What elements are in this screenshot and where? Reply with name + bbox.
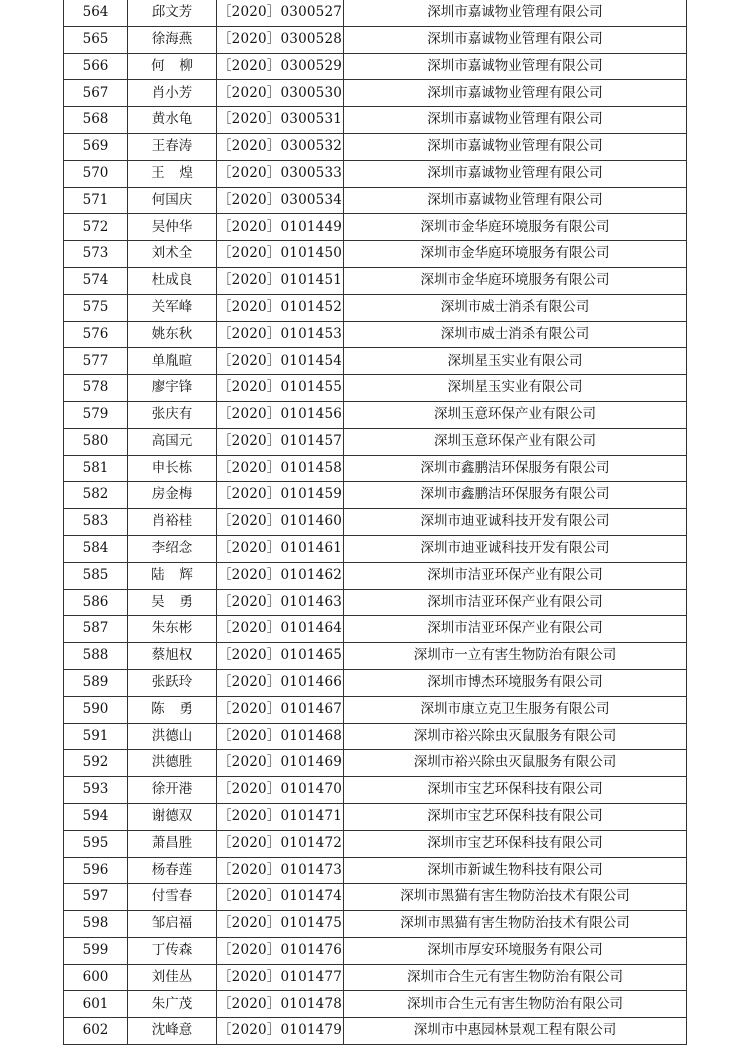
certificate-number-cell: ［2020］0101477 [217,964,344,991]
table-row [64,643,687,670]
person-name-cell: 徐海燕 [128,26,217,53]
certificate-number-cell: ［2020］0300528 [217,26,344,53]
person-name-cell: 洪德胜 [128,750,217,777]
row-number-cell: 582 [64,482,128,509]
organization-cell: 深圳星玉实业有限公司 [344,375,687,402]
certificate-number-cell: ［2020］0101459 [217,482,344,509]
person-name-cell: 付雪春 [128,884,217,911]
certificate-number-cell: ［2020］0101460 [217,509,344,536]
organization-cell: 深圳市一立有害生物防治有限公司 [344,643,687,670]
person-name-cell: 肖小芳 [128,80,217,107]
row-number-cell: 585 [64,562,128,589]
organization-cell: 深圳市黑猫有害生物防治技术有限公司 [344,911,687,938]
person-name-cell: 李绍念 [128,535,217,562]
row-number-cell: 583 [64,509,128,536]
certificate-number-cell: ［2020］0101473 [217,857,344,884]
certificate-number-cell: ［2020］0101451 [217,267,344,294]
table-row [64,750,687,777]
certificate-number-cell: ［2020］0101475 [217,911,344,938]
organization-cell: 深圳市合生元有害生物防治有限公司 [344,964,687,991]
table-row [64,455,687,482]
organization-cell: 深圳玉意环保产业有限公司 [344,428,687,455]
row-number-cell: 580 [64,428,128,455]
person-name-cell: 陈勇 [128,696,217,723]
certificate-number-cell: ［2020］0101470 [217,777,344,804]
certificate-number-cell: ［2020］0300533 [217,160,344,187]
row-number-cell: 568 [64,107,128,134]
table-row [64,133,687,160]
table-row [64,80,687,107]
person-name-cell: 廖宇锋 [128,375,217,402]
person-name-cell: 萧昌胜 [128,830,217,857]
row-number-cell: 602 [64,1018,128,1045]
row-number-cell: 593 [64,777,128,804]
table-row [64,107,687,134]
row-number-cell: 586 [64,589,128,616]
row-number-cell: 573 [64,241,128,268]
certificate-number-cell: ［2020］0101471 [217,803,344,830]
organization-cell: 深圳市嘉诚物业管理有限公司 [344,53,687,80]
table-row [64,0,687,26]
certificate-number-cell: ［2020］0300527 [217,0,344,26]
organization-cell: 深圳市金华庭环境服务有限公司 [344,241,687,268]
organization-cell: 深圳市康立克卫生服务有限公司 [344,696,687,723]
table-row [64,1018,687,1045]
row-number-cell: 601 [64,991,128,1018]
table-row [64,53,687,80]
table-row [64,187,687,214]
certificate-number-cell: ［2020］0101454 [217,348,344,375]
certificate-number-cell: ［2020］0101467 [217,696,344,723]
person-name-cell: 沈峰意 [128,1018,217,1045]
row-number-cell: 587 [64,616,128,643]
organization-cell: 深圳市新诚生物科技有限公司 [344,857,687,884]
person-name-cell: 王煌 [128,160,217,187]
row-number-cell: 597 [64,884,128,911]
person-name-cell: 洪德山 [128,723,217,750]
person-name-cell: 陆辉 [128,562,217,589]
table-row [64,723,687,750]
organization-cell: 深圳市威士消杀有限公司 [344,321,687,348]
organization-cell: 深圳市裕兴除虫灭鼠服务有限公司 [344,723,687,750]
organization-cell: 深圳玉意环保产业有限公司 [344,401,687,428]
organization-cell: 深圳市宝艺环保科技有限公司 [344,777,687,804]
certificate-number-cell: ［2020］0101453 [217,321,344,348]
table-row [64,857,687,884]
table-row [64,562,687,589]
person-name-cell: 谢德双 [128,803,217,830]
row-number-cell: 584 [64,535,128,562]
row-number-cell: 590 [64,696,128,723]
row-number-cell: 592 [64,750,128,777]
person-name-cell: 张跃玲 [128,669,217,696]
organization-cell: 深圳市威士消杀有限公司 [344,294,687,321]
organization-cell: 深圳市厚安环境服务有限公司 [344,937,687,964]
certificate-number-cell: ［2020］0101478 [217,991,344,1018]
organization-cell: 深圳市迪亚诚科技开发有限公司 [344,535,687,562]
certificate-number-cell: ［2020］0101474 [217,884,344,911]
person-name-cell: 何国庆 [128,187,217,214]
organization-cell: 深圳市博杰环境服务有限公司 [344,669,687,696]
certificate-number-cell: ［2020］0101455 [217,375,344,402]
organization-cell: 深圳市鑫鹏洁环保服务有限公司 [344,482,687,509]
certificate-number-cell: ［2020］0101449 [217,214,344,241]
row-number-cell: 577 [64,348,128,375]
organization-cell: 深圳市嘉诚物业管理有限公司 [344,160,687,187]
person-name-cell: 张庆有 [128,401,217,428]
table-row [64,214,687,241]
certificate-registry-table [63,0,687,1045]
table-row [64,294,687,321]
row-number-cell: 572 [64,214,128,241]
organization-cell: 深圳市金华庭环境服务有限公司 [344,214,687,241]
table-row [64,535,687,562]
organization-cell: 深圳市洁亚环保产业有限公司 [344,562,687,589]
row-number-cell: 571 [64,187,128,214]
row-number-cell: 588 [64,643,128,670]
organization-cell: 深圳市嘉诚物业管理有限公司 [344,80,687,107]
certificate-number-cell: ［2020］0101472 [217,830,344,857]
registry-table-body [64,0,687,1045]
person-name-cell: 朱东彬 [128,616,217,643]
row-number-cell: 595 [64,830,128,857]
person-name-cell: 房金梅 [128,482,217,509]
organization-cell: 深圳市宝艺环保科技有限公司 [344,803,687,830]
person-name-cell: 丁传森 [128,937,217,964]
table-row [64,589,687,616]
table-row [64,669,687,696]
person-name-cell: 刘术全 [128,241,217,268]
row-number-cell: 565 [64,26,128,53]
person-name-cell: 肖裕桂 [128,509,217,536]
table-row [64,401,687,428]
table-row [64,348,687,375]
person-name-cell: 何柳 [128,53,217,80]
organization-cell: 深圳市洁亚环保产业有限公司 [344,616,687,643]
table-row [64,911,687,938]
certificate-number-cell: ［2020］0300534 [217,187,344,214]
organization-cell: 深圳市嘉诚物业管理有限公司 [344,133,687,160]
row-number-cell: 566 [64,53,128,80]
row-number-cell: 576 [64,321,128,348]
row-number-cell: 579 [64,401,128,428]
organization-cell: 深圳市嘉诚物业管理有限公司 [344,26,687,53]
certificate-number-cell: ［2020］0101479 [217,1018,344,1045]
table-row [64,160,687,187]
row-number-cell: 564 [64,0,128,26]
certificate-number-cell: ［2020］0101456 [217,401,344,428]
person-name-cell: 单胤暄 [128,348,217,375]
organization-cell: 深圳市宝艺环保科技有限公司 [344,830,687,857]
row-number-cell: 598 [64,911,128,938]
person-name-cell: 黄水龟 [128,107,217,134]
certificate-number-cell: ［2020］0101464 [217,616,344,643]
row-number-cell: 591 [64,723,128,750]
organization-cell: 深圳市嘉诚物业管理有限公司 [344,187,687,214]
row-number-cell: 596 [64,857,128,884]
certificate-number-cell: ［2020］0101457 [217,428,344,455]
organization-cell: 深圳市迪亚诚科技开发有限公司 [344,509,687,536]
person-name-cell: 吴仲华 [128,214,217,241]
row-number-cell: 575 [64,294,128,321]
certificate-number-cell: ［2020］0101461 [217,535,344,562]
person-name-cell: 邹启福 [128,911,217,938]
certificate-number-cell: ［2020］0300532 [217,133,344,160]
row-number-cell: 589 [64,669,128,696]
certificate-number-cell: ［2020］0101452 [217,294,344,321]
organization-cell: 深圳市金华庭环境服务有限公司 [344,267,687,294]
table-row [64,375,687,402]
person-name-cell: 杜成良 [128,267,217,294]
row-number-cell: 578 [64,375,128,402]
certificate-number-cell: ［2020］0101476 [217,937,344,964]
table-row [64,884,687,911]
row-number-cell: 569 [64,133,128,160]
certificate-number-cell: ［2020］0300531 [217,107,344,134]
certificate-number-cell: ［2020］0101466 [217,669,344,696]
organization-cell: 深圳市嘉诚物业管理有限公司 [344,107,687,134]
table-row [64,241,687,268]
organization-cell: 深圳市裕兴除虫灭鼠服务有限公司 [344,750,687,777]
row-number-cell: 581 [64,455,128,482]
certificate-number-cell: ［2020］0101462 [217,562,344,589]
row-number-cell: 599 [64,937,128,964]
table-row [64,509,687,536]
row-number-cell: 600 [64,964,128,991]
person-name-cell: 蔡旭权 [128,643,217,670]
row-number-cell: 574 [64,267,128,294]
table-row [64,937,687,964]
organization-cell: 深圳市合生元有害生物防治有限公司 [344,991,687,1018]
certificate-number-cell: ［2020］0101465 [217,643,344,670]
row-number-cell: 570 [64,160,128,187]
table-row [64,991,687,1018]
certificate-number-cell: ［2020］0300529 [217,53,344,80]
organization-cell: 深圳市中惠园林景观工程有限公司 [344,1018,687,1045]
table-row [64,830,687,857]
person-name-cell: 关军峰 [128,294,217,321]
certificate-number-cell: ［2020］0101450 [217,241,344,268]
row-number-cell: 567 [64,80,128,107]
certificate-number-cell: ［2020］0101469 [217,750,344,777]
organization-cell: 深圳市嘉诚物业管理有限公司 [344,0,687,26]
certificate-number-cell: ［2020］0101463 [217,589,344,616]
person-name-cell: 杨春莲 [128,857,217,884]
table-row [64,267,687,294]
organization-cell: 深圳市鑫鹏洁环保服务有限公司 [344,455,687,482]
table-row [64,964,687,991]
table-row [64,321,687,348]
person-name-cell: 徐开港 [128,777,217,804]
person-name-cell: 吴勇 [128,589,217,616]
table-row [64,482,687,509]
table-row [64,26,687,53]
person-name-cell: 朱广茂 [128,991,217,1018]
table-row [64,803,687,830]
organization-cell: 深圳星玉实业有限公司 [344,348,687,375]
table-row [64,616,687,643]
certificate-number-cell: ［2020］0101468 [217,723,344,750]
person-name-cell: 邱文芳 [128,0,217,26]
person-name-cell: 申长栋 [128,455,217,482]
table-row [64,696,687,723]
certificate-number-cell: ［2020］0101458 [217,455,344,482]
certificate-number-cell: ［2020］0300530 [217,80,344,107]
person-name-cell: 刘佳丛 [128,964,217,991]
row-number-cell: 594 [64,803,128,830]
table-row [64,428,687,455]
person-name-cell: 高国元 [128,428,217,455]
organization-cell: 深圳市黑猫有害生物防治技术有限公司 [344,884,687,911]
table-row [64,777,687,804]
person-name-cell: 姚东秋 [128,321,217,348]
organization-cell: 深圳市洁亚环保产业有限公司 [344,589,687,616]
person-name-cell: 王春涛 [128,133,217,160]
